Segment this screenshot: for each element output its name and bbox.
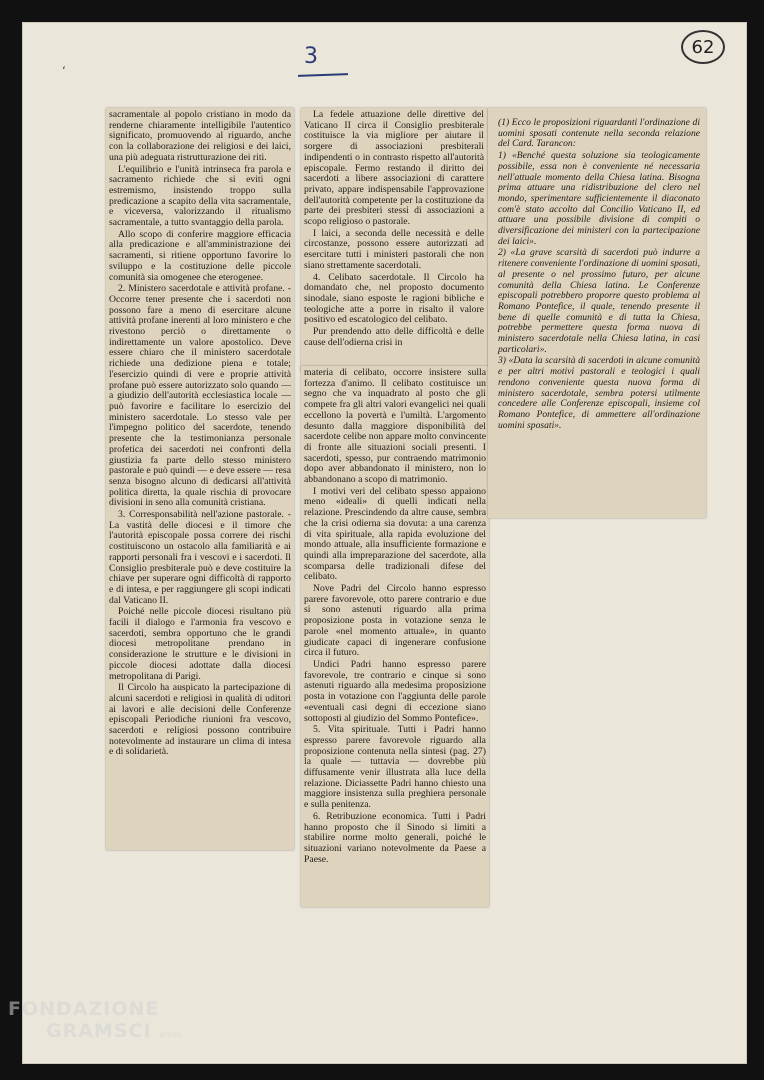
clip-paragraph: L'equilibrio e l'unità intrinseca fra parola e sacramento richiede che si eviti ogni estremismo, insistendo troppo sulla predicazione a scapito della vita sacramentale, e viceversa, valorizzando il ritualismo sacramentale, a tutto svantaggio della parola. xyxy=(109,163,291,229)
clip-paragraph: Pur prendendo atto delle difficoltà e delle cause dell'odierna crisi in xyxy=(304,326,484,348)
watermark-suffix: onlus xyxy=(159,1030,181,1039)
footnote-paragraph: 2) «La grave scarsità di sacerdoti può indurre a ritenere conveniente l'ordinazione di uomini sposati, al presente o nel prossimo futuro, per alcune comunità della Chiesa latina. Le Conferenze episcopali potrebbero proporre questo problema al Romano Pontefice, il quale, tenendo presente il bene di quelle comunità e di tutta la Chiesa, potrebbe permettere questa forma nuova di ministero sacerdotale nella Chiesa latina, in casi particolari». xyxy=(498,247,700,355)
watermark-line-1: FONDAZIONE xyxy=(8,998,160,1020)
clip-paragraph: 3. Corresponsabilità nell'azione pastorale. - La vastità delle diocesi e il timore che l'autorità episcopale possa correre dei rischi costituiscono un ostacolo alla familiarità e ai rapporti personali fra i vescovi e i sacerdoti. Il Consiglio presbiterale può e deve costituire la chiave per superare ogni difficoltà di rapporto e di intesa, e per raggiungere gli scopi indicati dal Vaticano II. xyxy=(109,509,291,606)
clip-paragraph: 5. Vita spirituale. Tutti i Padri hanno espresso parere favorevole riguardo alla proposizione contenuta nella sintesi (pag. 27) la quale — tuttavia — dovrebbe più diffusamente venir illustrata alla luce della relazione. Diciassette Padri hanno chiesto una maggiore insistenza sulla preghiera personale e sulla penitenza. xyxy=(304,724,486,811)
footnote-paragraph: (1) Ecco le proposizioni riguardanti l'ordinazione di uomini sposati contenute nella seconda relazione del Card. Tarancon: xyxy=(498,117,700,150)
watermark-line-2: GRAMSCI xyxy=(46,1020,152,1042)
clip-paragraph: I laici, a seconda delle necessità e delle circostanze, possono essere autorizzati ad esercitare tutti i ministeri pastorali che non siano strettamente sacerdotali. xyxy=(304,227,484,271)
clip-paragraph: Nove Padri del Circolo hanno espresso parere favorevole, otto parere contrario e due si sono astenuti riguardo alla prima proposizione posta in votazione senza le parole «nel momento attuale», in quanto giudicate capaci di ingenerare confusione circa il futuro. xyxy=(304,583,486,659)
clip-paragraph: 2. Ministero sacerdotale e attività profane. - Occorre tener presente che i sacerdoti non possono fare a meno di esercitare alcune attività profane inerenti al loro ministero e che rivestono perciò o direttamente o indirettamente un valore apostolico. Deve essere chiaro che il ministero sacerdotale richiede una dedizione piena e totale; l'esercizio quindi di vere e proprie attività profane può essere autorizzato solo quando — a giudizio dell'autorità ecclesiastica locale — può favorire e facilitare lo esercizio del ministero sacerdotale. Lo stesso vale per l'impegno politico del sacerdote, tenendo presente che la testimonianza personale profetica dei sacerdoti nei confronti della giustizia fa parte dello stesso ministero pastorale e può quindi — e deve essere — resa senza bisogno alcuno di dedicarsi all'attività politica diretta, la quale rischia di provocare divisioni in seno alla comunità cristiana. xyxy=(109,283,291,509)
clip-paragraph: Allo scopo di conferire maggiore efficacia alla predicazione e all'amministrazione dei sacramenti, si ritiene opportuno favorire lo sviluppo e la costituzione delle piccole comunità sia omogenee che eterogenee. xyxy=(109,228,291,283)
footnote-paragraph: 3) «Data la scarsità di sacerdoti in alcune comunità e per altri motivi pastorali e teologici i quali rendono conveniente questa nuova forma di ministero sacerdotale, sembra potersi utilmente concedere alle Conferenze episcopali, insieme col Romano Pontefice, di ammettere all'ordinazione uomini sposati». xyxy=(498,355,700,431)
clip-paragraph: Poiché nelle piccole diocesi risultano più facili il dialogo e l'armonia fra vescovo e sacerdoti, sembra opportuno che le grandi diocesi metropolitane prendano in considerazione le strutture e le divisioni in piccole diocesi adottate dalla diocesi metropolitana di Parigi. xyxy=(109,606,291,682)
clip-paragraph: 6. Retribuzione economica. Tutti i Padri hanno proposto che il Sinodo si limiti a stabilire norme molto generali, poiché le situazioni variano notevolmente da Paese a Paese. xyxy=(304,810,486,865)
newspaper-clipping-footnote xyxy=(488,108,706,518)
page-number-underline xyxy=(298,73,348,77)
handwritten-page-number: 3 xyxy=(304,44,318,69)
circled-folio-number: 62 xyxy=(681,30,725,64)
clip-paragraph: materia di celibato, occorre insistere sulla fortezza d'animo. Il celibato costituisce un segno che va inquadrato al posto che gli compete fra gli altri valori evangelici nei quali eccellono la povertà e l'umiltà. L'argomento desunto dalla maggiore disponibilità del sacerdote celibe non appare molto convincente di fronte alle situazioni sociali presenti. I sacerdoti, spesso, pur contraendo matrimonio dopo aver abbandonato il ministero, non lo abbandonano a scopo di matrimonio. xyxy=(304,367,486,486)
clip-paragraph: Undici Padri hanno espresso parere favorevole, tre contrario e cinque si sono astenuti riguardo alla medesima proposizione posta in votazione con l'aggiunta delle parole «eventuali casi degni di eccezione siano sottoposti al giudizio del Sommo Pontefice». xyxy=(304,658,486,724)
newspaper-clipping-column-1 xyxy=(106,108,294,850)
footnote-paragraph: 1) «Benché questa soluzione sia teologicamente possibile, essa non è conveniente né necessaria nell'attuale momento della Chiesa latina. Bisogna prima attuare una ridistribuzione del clero nel mondo, sperimentare sufficientemente il diaconato com'è stato accolto dal Concilio Vaticano II, ed attuare una possibile divisione di compiti o diversificazione dei ministeri con la partecipazione dei laici». xyxy=(498,150,700,247)
clip-paragraph: sacramentale al popolo cristiano in modo da renderne chiaramente intelligibile l'autentico significato, promuovendo al riguardo, anche con la collaborazione dei religiosi e dei laici, una più adeguata ristrutturazione dei riti. xyxy=(109,109,291,163)
clip-paragraph: Il Circolo ha auspicato la partecipazione di alcuni sacerdoti e religiosi in qualità di uditori ai lavori e alle decisioni delle Conferenze episcopali Periodiche riunioni fra vescovo, sacerdoti e religiosi possono contribuire notevolmente ad instaurare un clima di intesa e di solidarietà. xyxy=(109,682,291,758)
watermark-line-2-wrap xyxy=(8,1020,181,1046)
clip-paragraph: La fedele attuazione delle direttive del Vaticano II circa il Consiglio presbiterale costituisce la via migliore per aiutare il sorgere di associazioni presbiterali indipendenti o in contrasto rispetto all'autorità episcopale. Fermo restando il diritto dei sacerdoti a libere associazioni di carattere privato, appare indispensabile l'approvazione dell'autorità competente per la costituzione da parte dei presbiteri stessi di associazioni a scopo religioso o pastorale. xyxy=(304,109,484,228)
clip-paragraph: 4. Celibato sacerdotale. Il Circolo ha domandato che, nel proposto documento sinodale, siano esposte le ragioni bibliche e teologiche atte a porre in risalto il valore positivo ed escatologico del celibato. xyxy=(304,271,484,326)
archive-sheet xyxy=(22,22,747,1064)
newspaper-clipping-column-2-bottom xyxy=(301,366,489,907)
margin-mark: ‘ xyxy=(62,64,66,78)
newspaper-clipping-column-2-top xyxy=(301,108,487,371)
fondazione-gramsci-watermark xyxy=(8,998,181,1046)
clip-paragraph: I motivi veri del celibato spesso appaiono meno «ideali» di quelli indicati nella relazione. Prescindendo da altre cause, sembra che la crisi odierna sia dovuta: a una carenza di vita spirituale, alla rapida evoluzione del mondo attuale, alla insufficiente formazione e quindi alla impreparazione del sacerdote, alla scomparsa delle tradizionali difese del celibato. xyxy=(304,485,486,583)
